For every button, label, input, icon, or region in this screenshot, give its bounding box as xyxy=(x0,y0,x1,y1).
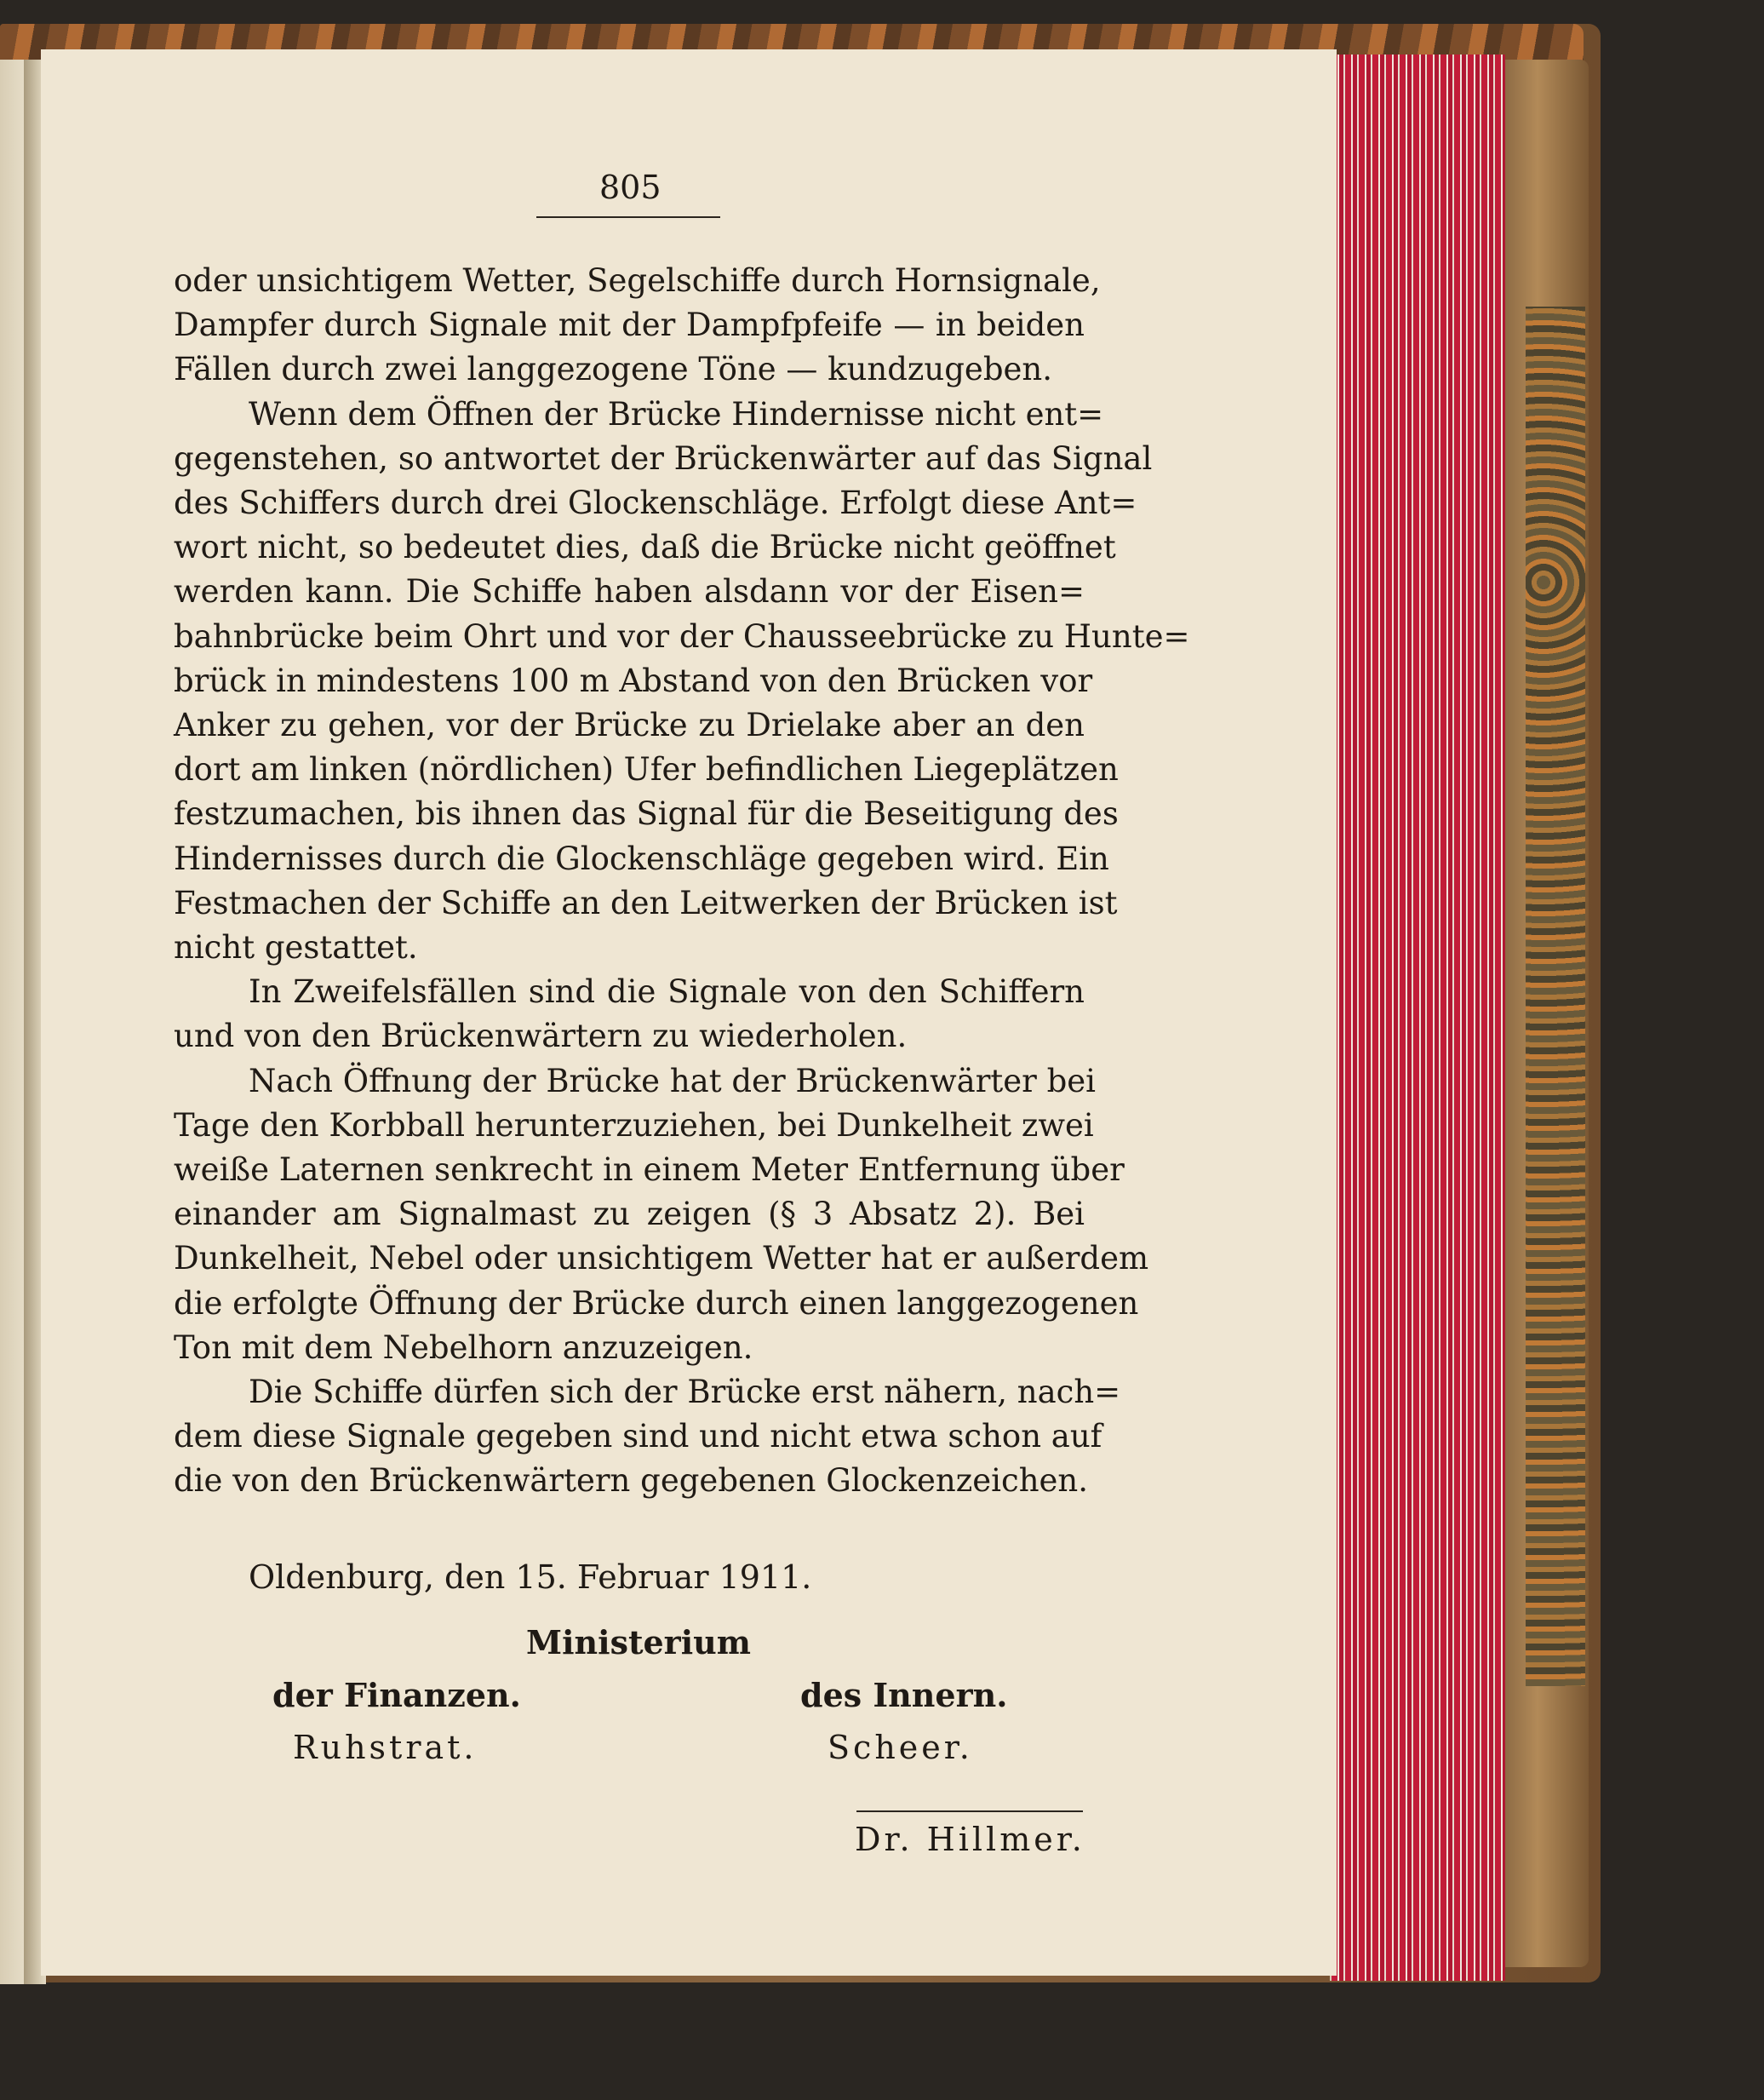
dept-finance: der Finanzen. xyxy=(272,1676,521,1714)
marbled-board xyxy=(1526,307,1585,1686)
header-rule xyxy=(536,216,720,218)
text-line: Nach Öffnung der Brücke hat der Brückenwärter bei xyxy=(249,1062,1097,1099)
text-line: Hindernisses durch die Glockenschläge gegeben wird. Ein xyxy=(174,840,1109,877)
dept-interior: des Innern. xyxy=(800,1676,1008,1714)
text-line: Ton mit dem Nebelhorn anzuzeigen. xyxy=(174,1328,753,1366)
text-line: Festmachen der Schiffe an den Leitwerken der Brücken ist xyxy=(174,884,1118,921)
countersign-rule xyxy=(856,1810,1083,1812)
text-line: Wenn dem Öffnen der Brücke Hindernisse nicht ent= xyxy=(249,395,1104,433)
ministry-heading: Ministerium xyxy=(526,1623,751,1661)
text-line: Tage den Korbball herunterzuziehen, bei Dunkelheit zwei xyxy=(174,1106,1094,1144)
text-line: die erfolgte Öffnung der Brücke durch einen langgezogenen xyxy=(174,1284,1139,1322)
signature-finance: Ruhstrat. xyxy=(293,1729,478,1766)
text-line: werden kann. Die Schiffe haben alsdann vor der Eisen= xyxy=(174,573,1085,611)
signature-interior: Scheer. xyxy=(828,1729,973,1766)
page-number: 805 xyxy=(599,169,662,206)
text-line: wort nicht, so bedeutet dies, daß die Brücke nicht geöffnet xyxy=(174,529,1116,566)
text-line: und von den Brückenwärtern zu wiederholen. xyxy=(174,1018,908,1055)
text-line: einander am Signalmast zu zeigen (§ 3 Absatz 2). Bei xyxy=(174,1196,1085,1233)
text-line: oder unsichtigem Wetter, Segelschiffe durch Hornsignale, xyxy=(174,262,1101,299)
text-line: dem diese Signale gegeben sind und nicht etwa schon auf xyxy=(174,1418,1102,1455)
countersignature: Dr. Hillmer. xyxy=(855,1821,1085,1858)
text-line: Fällen durch zwei langgezogene Töne — kundzugeben. xyxy=(174,351,1052,388)
page-edges-red xyxy=(1330,55,1505,1981)
date-line: Oldenburg, den 15. Februar 1911. xyxy=(249,1558,812,1596)
text-line: Dunkelheit, Nebel oder unsichtigem Wetter hat er außerdem xyxy=(174,1240,1149,1277)
text-line: dort am linken (nördlichen) Ufer befindlichen Liegeplätzen xyxy=(174,751,1119,789)
text-line: Dampfer durch Signale mit der Dampfpfeife — in beiden xyxy=(174,307,1085,344)
text-line: die von den Brückenwärtern gegebenen Glockenzeichen. xyxy=(174,1462,1089,1500)
text-line: festzumachen, bis ihnen das Signal für die Beseitigung des xyxy=(174,795,1119,833)
text-line: weiße Laternen senkrecht in einem Meter Entfernung über xyxy=(174,1151,1125,1188)
text-line: brück in mindestens 100 m Abstand von den Brücken vor xyxy=(174,662,1093,699)
text-line: In Zweifelsfällen sind die Signale von den Schiffern xyxy=(249,973,1085,1011)
text-line: Anker zu gehen, vor der Brücke zu Drielake aber an den xyxy=(174,707,1085,743)
text-line: gegenstehen, so antwortet der Brückenwärter auf das Signal xyxy=(174,439,1153,477)
text-line: nicht gestattet. xyxy=(174,929,418,966)
text-line: bahnbrücke beim Ohrt und vor der Chausseebrücke zu Hunte= xyxy=(174,617,1190,655)
text-line: Die Schiffe dürfen sich der Brücke erst nähern, nach= xyxy=(249,1374,1121,1410)
text-line: des Schiffers durch drei Glockenschläge. Erfolgt diese Ant= xyxy=(174,485,1137,521)
